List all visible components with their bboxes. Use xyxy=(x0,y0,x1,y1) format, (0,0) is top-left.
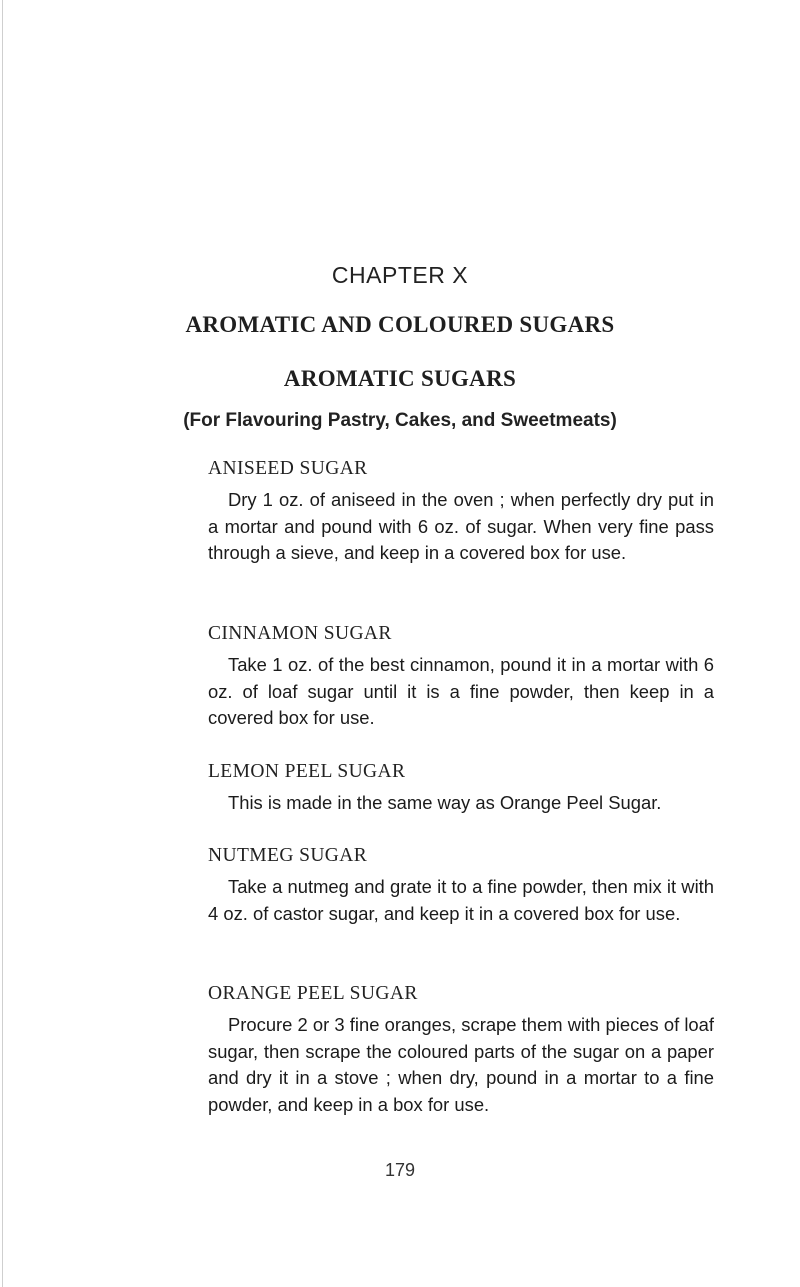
recipe-body: Dry 1 oz. of aniseed in the oven ; when perfectly dry put in a mortar and pound with 6 oz. of sugar. When very fine pass through a sieve, and keep in a covered box for use. xyxy=(208,489,714,564)
recipe-heading: ORANGE PEEL SUGAR xyxy=(208,983,418,1004)
recipe-heading: ANISEED SUGAR xyxy=(208,458,368,479)
recipe-body: Take a nutmeg and grate it to a fine powder, then mix it with 4 oz. of castor sugar, and keep it in a covered box for use. xyxy=(208,876,714,924)
recipe-lemon-peel-sugar xyxy=(208,759,714,817)
recipe-cinnamon-sugar xyxy=(208,621,714,732)
recipe-body: This is made in the same way as Orange Peel Sugar. xyxy=(228,792,662,813)
chapter-title: AROMATIC AND COLOURED SUGARS xyxy=(185,312,615,337)
recipe-heading: NUTMEG SUGAR xyxy=(208,845,368,866)
recipe-heading: LEMON PEEL SUGAR xyxy=(208,761,406,782)
recipe-body: Take 1 oz. of the best cinnamon, pound it in a mortar with 6 oz. of loaf sugar until it is a fine powder, then keep in a covered box for use. xyxy=(208,654,714,729)
recipe-aniseed-sugar xyxy=(208,456,714,567)
section-subtitle: (For Flavouring Pastry, Cakes, and Sweetmeats) xyxy=(183,410,617,431)
chapter-label: CHAPTER X xyxy=(331,262,469,288)
page-number: 179 xyxy=(384,1160,416,1180)
recipe-heading: CINNAMON SUGAR xyxy=(208,623,392,644)
recipe-body: Procure 2 or 3 fine oranges, scrape them with pieces of loaf sugar, then scrape the coloured parts of the sugar on a paper and dry it in a stove ; when dry, pound in a mortar to a fine powder, and keep in a box for use. xyxy=(208,1014,714,1115)
section-title: AROMATIC SUGARS xyxy=(283,366,517,391)
page-edge-line xyxy=(2,0,3,1287)
recipe-nutmeg-sugar xyxy=(208,843,714,927)
recipe-orange-peel-sugar xyxy=(208,981,714,1118)
